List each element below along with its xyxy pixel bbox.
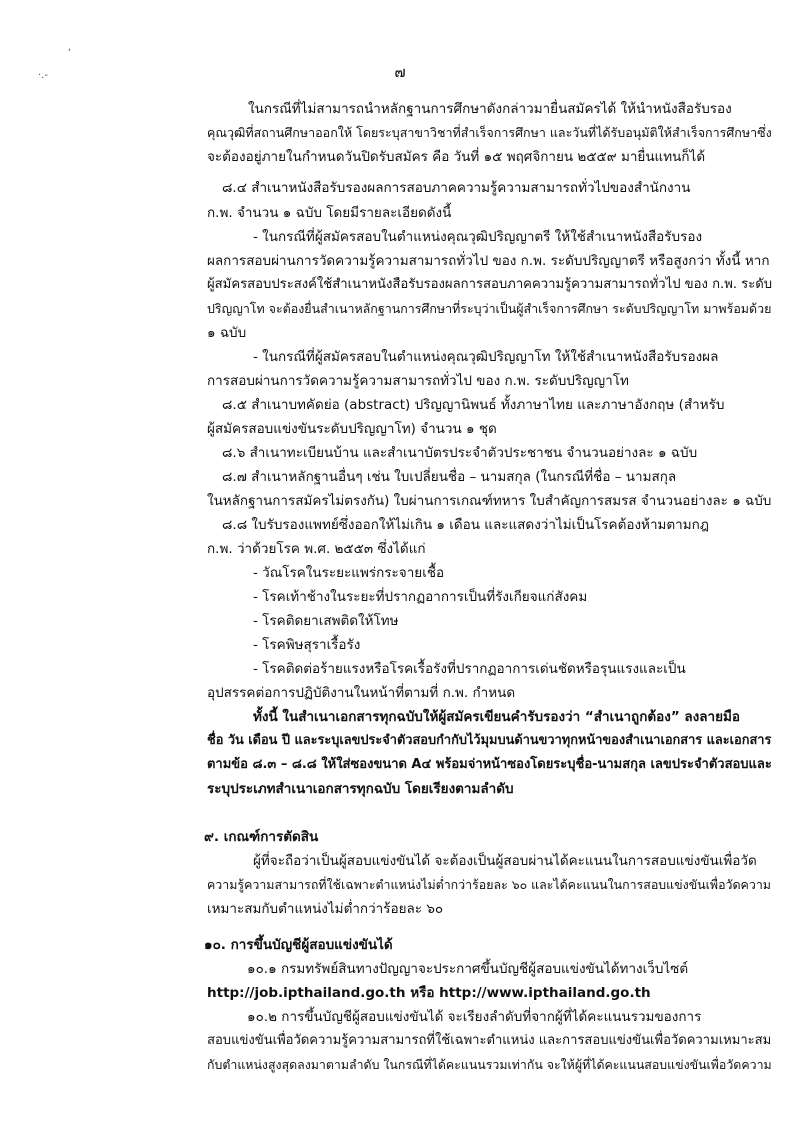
text-line: ตามข้อ ๘.๓ – ๘.๘ ให้ใส่ซองขนาด A๔ พร้อมจ่าหน้าซองโดยระบุชื่อ-นามสกุล เลขประจำตัวสอบและ (207, 757, 772, 772)
text-line: ในหลักฐานการสมัครไม่ตรงกัน) ใบผ่านการเกณฑ์ทหาร ใบสำคัญการสมรส จำนวนอย่างละ ๑ ฉบับ (207, 493, 772, 509)
section-heading: ๙. เกณฑ์การตัดสิน (204, 829, 319, 845)
text-line: ๑๐.๒ การขึ้นบัญชีผู้สอบแข่งขันได้ จะเรียงลำดับที่จากผู้ที่ได้คะแนนรวมของการ (247, 1009, 702, 1025)
text-line: - โรคติดยาเสพติดให้โทษ (253, 613, 399, 629)
text-line: สอบแข่งขันเพื่อวัดความรู้ความสามารถที่ใช้เฉพาะตำแหน่ง และการสอบแข่งขันเพื่อวัดความเหมาะสม (207, 1033, 772, 1048)
text-line: ทั้งนี้ ในสำเนาเอกสารทุกฉบับให้ผู้สมัครเขียนคำรับรองว่า “สำเนาถูกต้อง” ลงลายมือ (253, 709, 741, 725)
text-line: ๘.๘ ใบรับรองแพทย์ซึ่งออกให้ไม่เกิน ๑ เดือน และแสดงว่าไม่เป็นโรคต้องห้ามตามกฎ (222, 517, 709, 533)
text-line: ๘.๗ สำเนาหลักฐานอื่นๆ เช่น ใบเปลี่ยนชื่อ – นามสกุล (ในกรณีที่ชื่อ – นามสกุล (222, 469, 677, 485)
text-line: - วัณโรคในระยะแพร่กระจายเชื้อ (253, 565, 445, 581)
text-line: ๘.๖ สำเนาทะเบียนบ้าน และสำเนาบัตรประจำตัวประชาชน จำนวนอย่างละ ๑ ฉบับ (222, 445, 698, 461)
text-line: - โรคเท้าช้างในระยะที่ปรากฏอาการเป็นที่รังเกียจแก่สังคม (253, 589, 588, 605)
text-line: ปริญญาโท จะต้องยื่นสำเนาหลักฐานการศึกษาที่ระบุว่าเป็นผู้สำเร็จการศึกษา ระดับปริญญาโท มาพร้อมด้วย (207, 301, 772, 316)
text-line: ก.พ. จำนวน ๑ ฉบับ โดยมีรายละเอียดดังนี้ (207, 205, 452, 221)
text-line: ๘.๕ สำเนาบทคัดย่อ (abstract) ปริญญานิพนธ์ ทั้งภาษาไทย และภาษาอังกฤษ (สำหรับ (222, 397, 725, 413)
text-line: การสอบผ่านการวัดความรู้ความสามารถทั่วไป ของ ก.พ. ระดับปริญญาโท (207, 373, 629, 389)
text-line: - ในกรณีที่ผู้สมัครสอบในตำแหน่งคุณวุฒิปริญญาโท ให้ใช้สำเนาหนังสือรับรองผล (253, 349, 719, 365)
text-line: ระบุประเภทสำเนาเอกสารทุกฉบับ โดยเรียงตามลำดับ (207, 781, 514, 797)
text-line: - โรคติดต่อร้ายแรงหรือโรคเรื้อรังที่ปรากฏอาการเด่นชัดหรือรุนแรงและเป็น (253, 661, 686, 677)
stray-mark: , (68, 42, 72, 53)
section-heading: ๑๐. การขึ้นบัญชีผู้สอบแข่งขันได้ (204, 937, 393, 953)
text-line: - ในกรณีที่ผู้สมัครสอบในตำแหน่งคุณวุฒิปริญญาตรี ให้ใช้สำเนาหนังสือรับรอง (253, 229, 703, 245)
text-line: ผู้สมัครสอบแข่งขันระดับปริญญาโท) จำนวน ๑ ชุด (207, 421, 497, 437)
text-line: ผู้สมัครสอบประสงค์ใช้สำเนาหนังสือรับรองผลการสอบภาคความรู้ความสามารถทั่วไป ของ ก.พ. ระดับ (207, 277, 773, 292)
url-line: http://job.ipthailand.go.th หรือ http://www.ipthailand.go.th (207, 985, 651, 1001)
page-number: ๗ (394, 63, 406, 81)
text-line: ชื่อ วัน เดือน ปี และระบุเลขประจำตัวสอบกำกับไว้มุมบนด้านขวาทุกหน้าของสำเนาเอกสาร และเอกสาร (207, 733, 772, 748)
text-line: ก.พ. ว่าด้วยโรค พ.ศ. ๒๕๕๓ ซึ่งได้แก่ (207, 541, 426, 557)
text-line: ๘.๔ สำเนาหนังสือรับรองผลการสอบภาคความรู้ความสามารถทั่วไปของสำนักงาน (222, 180, 691, 196)
text-line: ๑๐.๑ กรมทรัพย์สินทางปัญญาจะประกาศขึ้นบัญชีผู้สอบแข่งขันได้ทางเว็บไซต์ (247, 961, 689, 977)
text-line: กับตำแหน่งสูงสุดลงมาตามลำดับ ในกรณีที่ได้คะแนนรวมเท่ากัน จะให้ผู้ที่ได้คะแนนสอบแข่งขันเพื่อวัดความ (207, 1058, 772, 1072)
text-line: ความรู้ความสามารถที่ใช้เฉพาะตำแหน่งไม่ต่ำกว่าร้อยละ ๖๐ และได้คะแนนในการสอบแข่งขันเพื่อวัดความ (207, 877, 771, 892)
text-line: ๑ ฉบับ (207, 325, 247, 341)
text-line: จะต้องอยู่ภายในกำหนดวันปิดรับสมัคร คือ วันที่ ๑๕ พฤศจิกายน ๒๕๕๙ มายื่นแทนก็ได้ (207, 149, 706, 165)
text-line: ผลการสอบผ่านการวัดความรู้ความสามารถทั่วไป ของ ก.พ. ระดับปริญญาตรี หรือสูงกว่า ทั้งนี้ หาก (207, 253, 770, 269)
text-line: อุปสรรคต่อการปฏิบัติงานในหน้าที่ตามที่ ก.พ. กำหนด (207, 685, 516, 701)
text-line: ผู้ที่จะถือว่าเป็นผู้สอบแข่งขันได้ จะต้องเป็นผู้สอบผ่านได้คะแนนในการสอบแข่งขันเพื่อวัด (253, 853, 757, 869)
stray-mark: ·.- (38, 70, 48, 81)
text-line: คุณวุฒิที่สถานศึกษาออกให้ โดยระบุสาขาวิชาที่สำเร็จการศึกษา และวันที่ได้รับอนุมัติให้สำเร็จการศึกษาซึ่ง (207, 125, 772, 140)
text-line: ในกรณีที่ไม่สามารถนำหลักฐานการศึกษาดังกล่าวมายื่นสมัครได้ ให้นำหนังสือรับรอง (248, 101, 732, 117)
text-line: - โรคพิษสุราเรื้อรัง (253, 637, 361, 653)
text-line: เหมาะสมกับตำแหน่งไม่ต่ำกว่าร้อยละ ๖๐ (207, 901, 444, 917)
